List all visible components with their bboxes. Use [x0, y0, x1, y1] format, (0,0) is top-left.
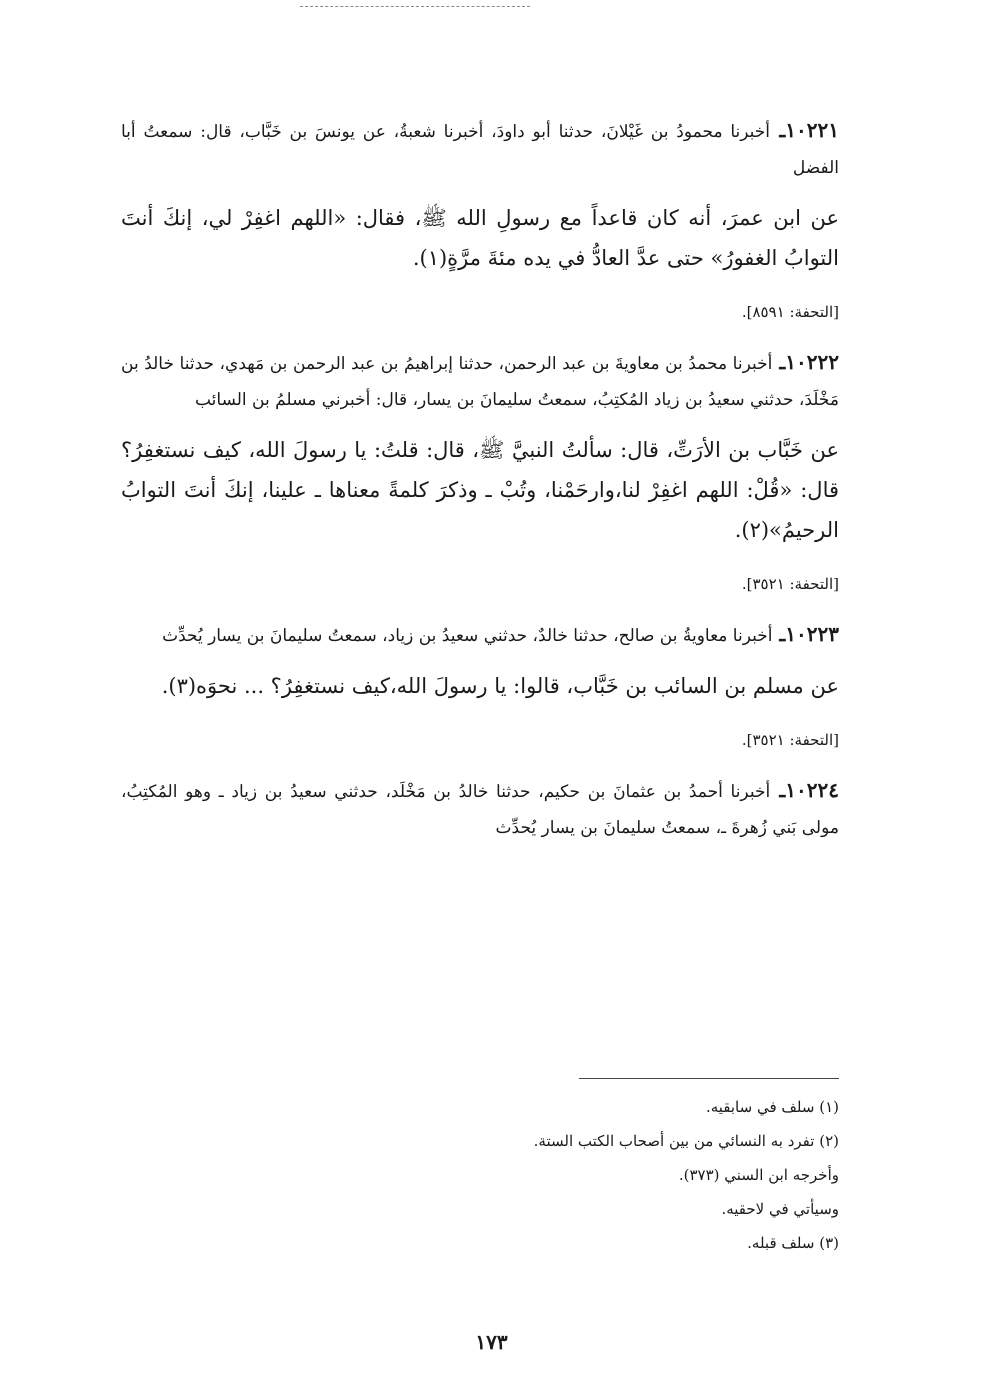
isnad-text: أخبرنا أحمدُ بن عثمانَ بن حكيم، حدثنا خالدُ بن مَخْلَد، حدثني سعيدُ بن زياد ـ وهو المُكتِبُ، مولى بَني زُهرةَ ـ، سمعتُ سليمانَ بن يسار يُحدِّث — [121, 782, 839, 838]
isnad-text: أخبرنا محمدُ بن معاويةَ بن عبد الرحمن، حدثنا إبراهيمُ بن عبد الرحمن بن مَهدي، حدثنا خالدُ بن مَخْلَدَ، حدثني سعيدُ بن زياد المُكتِبُ، سمعتُ سليمانَ بن يسار، قال: أخبرني مسلمُ بن السائب — [121, 354, 839, 410]
main-text — [121, 112, 839, 858]
footnote-divider — [579, 1078, 839, 1079]
hadith-matn: عن مسلم بن السائب بن خَبَّاب، قالوا: يا رسولَ الله،كيف نستغفِرُ؟ ... نحوَه(٣). — [161, 674, 839, 698]
hadith-isnad: ١٠٢٢٤ـ أخبرنا أحمدُ بن عثمانَ بن حكيم، حدثنا خالدُ بن مَخْلَد، حدثني سعيدُ بن زياد ـ وهو المُكتِبُ، مولى بَني زُهرةَ ـ، سمعتُ سليمانَ بن يسار يُحدِّث — [121, 778, 840, 838]
hadith-isnad: ١٠٢٢١ـ أخبرنا محمودُ بن غَيْلانَ، حدثنا أبو داودَ، أخبرنا شعبةُ، عن يونسَ بن خَبَّاب، قال: سمعتُ أبا الفضل — [121, 118, 839, 178]
top-rule — [300, 6, 530, 9]
footnote: (٢) تفرد به النسائي من بين أصحاب الكتب الستة. — [533, 1132, 839, 1150]
footnote: (٣) سلف قبله. — [747, 1234, 839, 1252]
hadith-isnad: ١٠٢٢٢ـ أخبرنا محمدُ بن معاويةَ بن عبد الرحمن، حدثنا إبراهيمُ بن عبد الرحمن بن مَهدي، حدثنا خالدُ بن مَخْلَدَ، حدثني سعيدُ بن زياد المُكتِبُ، سمعتُ سليمانَ بن يسار، قال: أخبرني مسلمُ بن السائب — [121, 350, 840, 410]
tuhfa-reference: [التحفة: ٨٥٩١]. — [741, 303, 839, 321]
hadith-number: ١٠٢٢١ — [785, 118, 839, 142]
hadith-matn: عن خَبَّاب بن الأرَتِّ، قال: سألتُ النبيَّ ﷺ، قال: قلتُ: يا رسولَ الله، كيف نستغفِرُ؟ قال: «قُلْ: اللهم اغفِرْ لنا،وارحَمْنا، وتُبْ ـ وذكرَ كلمةً معناها ـ علينا، إنكَ أنتَ التوابُ الرحيمُ»(٢). — [121, 438, 839, 542]
page-number: ١٧٣ — [475, 1330, 508, 1354]
isnad-text: أخبرنا معاويةُ بن صالح، حدثنا خالدٌ، حدثني سعيدُ بن زياد، سمعتُ سليمانَ بن يسار يُحدِّث — [162, 626, 773, 646]
isnad-text: أخبرنا محمودُ بن غَيْلانَ، حدثنا أبو داودَ، أخبرنا شعبةُ، عن يونسَ بن خَبَّاب، قال: سمعتُ أبا الفضل — [121, 122, 839, 178]
hadith-number: ١٠٢٢٣ — [785, 622, 839, 646]
footnote: (١) سلف في سابقيه. — [705, 1098, 839, 1116]
footnote: وأخرجه ابن السني (٣٧٣). — [678, 1166, 839, 1184]
hadith-number: ١٠٢٢٤ — [785, 778, 840, 802]
tuhfa-reference: [التحفة: ٣٥٢١]. — [741, 731, 839, 749]
hadith-matn: عن ابن عمرَ، أنه كان قاعداً مع رسولِ الله ﷺ، فقال: «اللهم اغفِرْ لي، إنكَ أنتَ التوابُ الغفورُ» حتى عدَّ العادُّ في يده مئةَ مرَّةٍ(١). — [121, 206, 839, 270]
footnotes — [121, 1090, 839, 1260]
hadith-number: ١٠٢٢٢ — [785, 350, 840, 374]
footnote: وسيأتي في لاحقيه. — [721, 1200, 839, 1218]
tuhfa-reference: [التحفة: ٣٥٢١]. — [741, 575, 839, 593]
hadith-isnad: ١٠٢٢٣ـ أخبرنا معاويةُ بن صالح، حدثنا خالدٌ، حدثني سعيدُ بن زياد، سمعتُ سليمانَ بن يسار يُحدِّث — [162, 622, 839, 646]
